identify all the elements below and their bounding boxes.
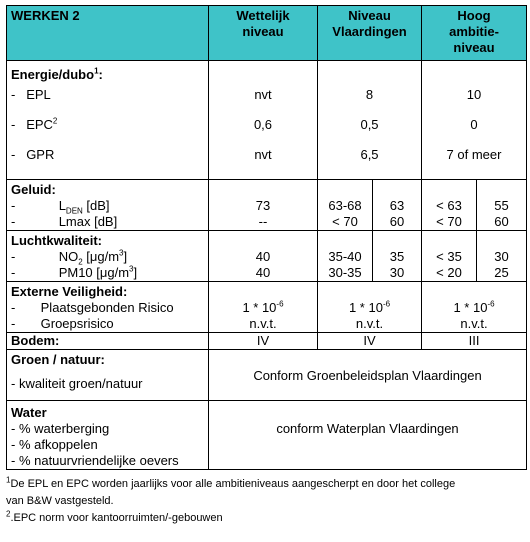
lucht-vl-a: 35-40 30-35 (318, 231, 373, 282)
table-title: WERKEN 2 (7, 6, 209, 61)
geluid-lden-label: - $L_{DEN}$ [dB] (11, 198, 110, 216)
bodem-section (7, 333, 527, 350)
groen-labels (7, 350, 209, 401)
extern-vlaardingen: $1 * 10^{-6}$ n.v.t. (318, 282, 422, 333)
energie-section (7, 61, 527, 180)
lucht-vl-b: 35 30 (373, 231, 422, 282)
extern-groeps-label: - Groepsrisico (11, 316, 114, 331)
geluid-wettelijk: 73 -- (209, 180, 318, 231)
geluid-hg-a: < 63 < 70 (422, 180, 477, 231)
lucht-section (7, 231, 527, 282)
energie-labels (7, 61, 209, 180)
water-value: conform Waterplan Vlaardingen (209, 401, 527, 470)
energie-vlaardingen: 8 0,5 6,5 (318, 61, 422, 180)
energie-label: Energie/dubo$^1$: (11, 66, 103, 82)
document (6, 5, 526, 527)
header-vlaardingen: Niveau Vlaardingen (318, 6, 422, 61)
water-labels (7, 401, 209, 470)
energie-wettelijk: nvt 0,6 nvt (209, 61, 318, 180)
bodem-wettelijk: IV (209, 333, 318, 350)
geluid-vl-a: 63-68 < 70 (318, 180, 373, 231)
energie-hoog: 10 0 7 of meer (422, 61, 527, 180)
bodem-label: Bodem: (7, 333, 209, 350)
geluid-labels (7, 180, 209, 231)
extern-hoog: $1 * 10^{-6}$ n.v.t. (422, 282, 527, 333)
geluid-section (7, 180, 527, 231)
footnote-1: $^1$De EPL en EPC worden jaarlijks voor alle ambitieniveaus aangescherpt en door het college (6, 475, 456, 490)
extern-plaats-label: - Plaatsgebonden Risico (11, 300, 174, 315)
water-item: - % afkoppelen (11, 437, 98, 452)
header-wettelijk: Wettelijk niveau (209, 6, 318, 61)
extern-wettelijk: $1 * 10^{-6}$ n.v.t. (209, 282, 318, 333)
lucht-hg-a: < 35 < 20 (422, 231, 477, 282)
footnote-2: $^2$.EPC norm voor kantoorruimten/-gebouwen (6, 509, 223, 524)
lucht-wettelijk: 40 40 (209, 231, 318, 282)
groen-value: Conform Groenbeleidsplan Vlaardingen (209, 350, 527, 401)
bodem-vlaardingen: IV (318, 333, 422, 350)
water-section (7, 401, 527, 470)
energie-gpr-label: - GPR (11, 147, 55, 162)
extern-label: Externe Veiligheid: (11, 284, 128, 299)
energie-epl-label: - EPL (11, 87, 51, 102)
requirements-table (6, 5, 527, 470)
water-item: - % natuurvriendelijke oevers (11, 453, 179, 468)
lucht-label: Luchtkwaliteit: (11, 233, 103, 248)
lucht-hg-b: 30 25 (477, 231, 527, 282)
water-item: - % waterberging (11, 421, 110, 436)
extern-labels (7, 282, 209, 333)
lucht-pm10-label: - PM10 $[\mu g/m^3]$ (11, 264, 138, 280)
geluid-lmax-label: - Lmax [dB] (11, 214, 118, 229)
header-hoog: Hoog ambitie- niveau (422, 6, 527, 61)
water-label: Water (11, 405, 47, 420)
footnotes (6, 476, 526, 527)
groen-label: Groen / natuur: (11, 352, 105, 367)
geluid-vl-b: 63 60 (373, 180, 422, 231)
energie-epc-label: - EPC$^2$ (11, 116, 58, 132)
lucht-labels (7, 231, 209, 282)
geluid-label: Geluid: (11, 182, 56, 197)
extern-section (7, 282, 527, 333)
lucht-no2-label: - $NO_2$ $[\mu g/m^3]$ (11, 248, 128, 267)
groen-section (7, 350, 527, 401)
footnote-1-cont: van B&W vastgesteld. (6, 495, 114, 507)
geluid-hg-b: 55 60 (477, 180, 527, 231)
groen-item: - kwaliteit groen/natuur (11, 376, 143, 391)
header-row (7, 6, 527, 61)
bodem-hoog: III (422, 333, 527, 350)
